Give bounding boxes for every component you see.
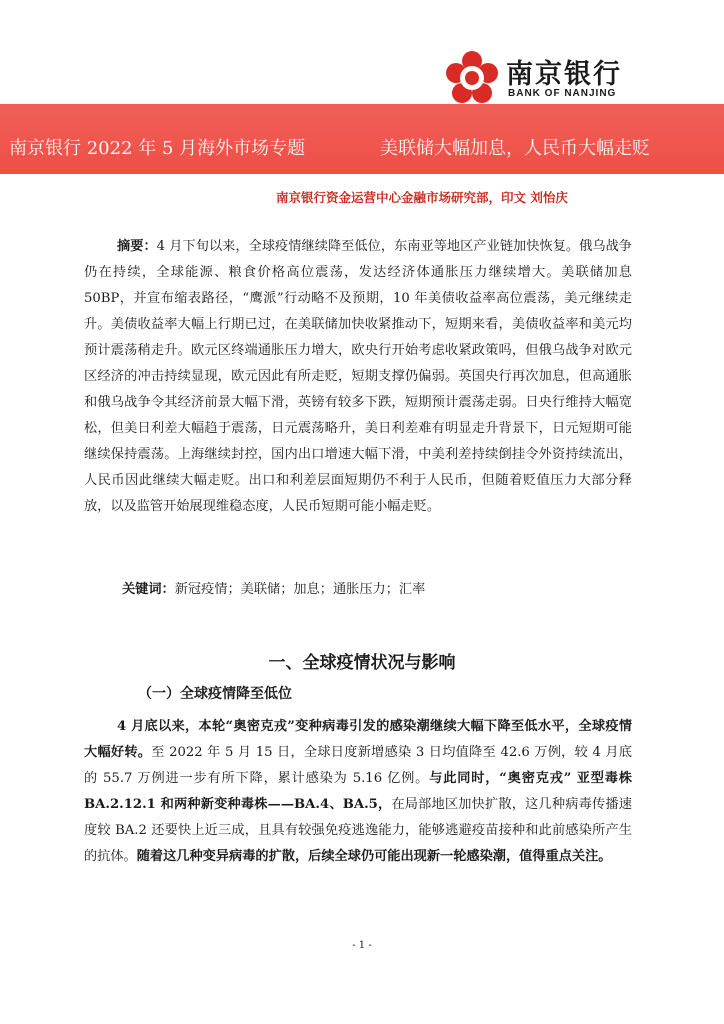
body-text-1: 至 2022 年 5 月 15 日，全球日度新增感染 3 日均值降至 42.6 万例，较 4 月底的 55.7 万例进一步有所下降，累计感染为 5.16 亿例。 (84, 745, 632, 786)
body-bold-2: 与此同时，“奥密克戎” 亚型毒株 BA.2.12.1 和两种新变种毒株——BA.4、BA.5， (84, 771, 632, 812)
abstract-label: 摘要： (117, 239, 157, 254)
keywords-line (122, 578, 425, 597)
logo-name-cn: 南京银行 (506, 59, 622, 90)
logo-name-en: BANK OF NANJING (508, 88, 617, 99)
page-number: - 1 - (352, 940, 372, 951)
report-title: 美联储大幅加息，人民币大幅走贬 (380, 138, 650, 159)
body-paragraph (84, 714, 632, 870)
title-banner (0, 104, 724, 174)
report-series-title: 南京银行 2022 年 5 月海外市场专题 (9, 138, 306, 159)
abstract-text: 4 月下旬以来，全球疫情继续降至低位，东南亚等地区产业链加快恢复。俄乌战争仍在持续，全球能源、粮食价格高位震荡，发达经济体通胀压力继续增大。美联储加息 50BP，并宣布缩表路径，“鹰派”行动略不及预期，10 年美债收益率高位震荡，美元继续走升。美债收益率大幅上行期已过，在美联储加快收紧推动下，短期来看，美债收益率和美元均预计震荡稍走升。欧元区终端通胀压力增大，欧央行开始考虑收紧政策吗，但俄乌战争对欧元区经济的冲击持续显现，欧元因此有所走贬，短期支撑仍偏弱。英国央行再次加息，但高通胀和俄乌战争令其经济前景大幅下滑，英镑有较多下跌，短期预计震荡走弱。日央行维持大幅宽松，但美日利差大幅趋于震荡，日元震荡略升，美日利差难有明显走升背景下，日元短期可能继续保持震荡。上海继续封控，国内出口增速大幅下滑，中美利差持续倒挂令外资持续流出，人民币因此继续大幅走贬。出口和利差层面短期仍不利于人民币，但随着贬值压力大部分释放，以及监管开始展现维稳态度，人民币短期可能小幅走贬。 (84, 239, 632, 514)
bank-logo (444, 50, 634, 106)
body-bold-3: 随着这几种变异病毒的扩散，后续全球仍可能出现新一轮感染潮，值得重点关注。 (136, 849, 612, 864)
authors-line: 南京银行资金运营中心金融市场研究部，印文 刘怡庆 (276, 190, 568, 205)
keywords-label: 关键词： (122, 582, 175, 597)
abstract-paragraph (84, 234, 632, 520)
flower-emblem-icon (444, 50, 500, 106)
keywords-text: 新冠疫情；美联储；加息；通胀压力；汇率 (174, 582, 426, 597)
body-text-2: 在局部地区加快扩散，这几种病毒传播速度较 BA.2 还要快上近三成，且具有较强免疫逃逸能力，能够逃避疫苗接种和此前感染所产生的抗体。 (84, 797, 632, 864)
section-heading: 一、全球疫情状况与影响 (268, 653, 456, 673)
subsection-heading: （一）全球疫情降至低位 (138, 686, 292, 702)
body-bold-1: 4 月底以来，本轮“奥密克戎”变种病毒引发的感染潮继续大幅下降至低水平，全球疫情大幅好转。 (84, 719, 632, 760)
